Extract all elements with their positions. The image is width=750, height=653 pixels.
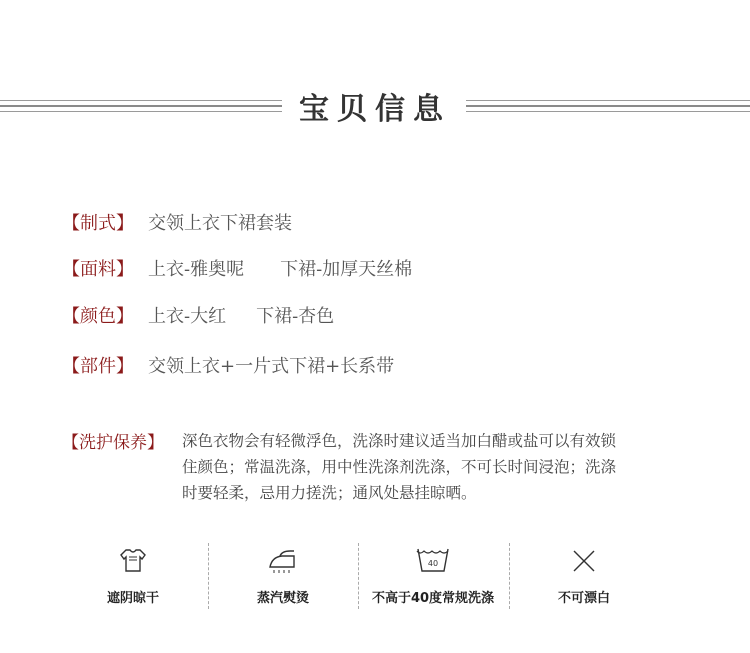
care-icon-item [208, 543, 358, 609]
care-line: 深色衣物会有轻微浮色，洗涤时建议适当加白醋或盐可以有效锁 [182, 432, 617, 450]
care-icon-label: 遮阴晾干 [106, 591, 159, 606]
spec-label: 【制式】 [62, 213, 134, 234]
care-icons-row [58, 543, 698, 609]
page-title: 宝贝信息 [299, 92, 451, 127]
spec-label: 【部件】 [62, 356, 134, 377]
care-text [182, 428, 662, 506]
spec-value-2: 下裙-杏色 [256, 306, 335, 327]
steam-iron-icon [266, 547, 300, 575]
care-icon-label: 不可漂白 [557, 591, 610, 606]
wash-tub-40-icon [415, 547, 451, 575]
wash-temperature: 40 [427, 559, 439, 568]
care-icon-item [58, 543, 208, 609]
spec-label: 【颜色】 [62, 306, 134, 327]
shade-dry-shirt-icon [118, 547, 148, 575]
spec-value-2: 下裙-加厚天丝棉 [280, 259, 413, 280]
spec-row-style [62, 212, 292, 236]
care-icon-label: 蒸汽熨烫 [256, 591, 309, 606]
care-icon-label: 不高于40度常规洗涤 [371, 591, 495, 606]
spec-row-color [62, 305, 335, 329]
spec-value: 上衣-大红 [148, 306, 227, 327]
spec-value: 交领上衣下裙套装 [148, 213, 292, 234]
care-label: 【洗护保养】 [62, 433, 164, 453]
spec-row-fabric [62, 258, 413, 282]
section-title-bar [0, 78, 750, 138]
care-line: 时要轻柔，忌用力搓洗；通风处悬挂晾晒。 [182, 484, 477, 502]
no-bleach-icon [570, 547, 598, 575]
spec-row-parts [62, 355, 395, 379]
spec-value-group [148, 258, 412, 282]
care-icon-item [358, 543, 508, 609]
spec-label: 【面料】 [62, 259, 134, 280]
spec-value: 交领上衣+一片式下裙+长系带 [148, 356, 395, 377]
care-icon-item [509, 543, 659, 609]
care-line: 住颜色；常温洗涤，用中性洗涤剂洗涤，不可长时间浸泡；洗涤 [182, 458, 617, 476]
spec-value: 上衣-雅奥呢 [148, 259, 245, 280]
spec-value-group [148, 305, 334, 329]
